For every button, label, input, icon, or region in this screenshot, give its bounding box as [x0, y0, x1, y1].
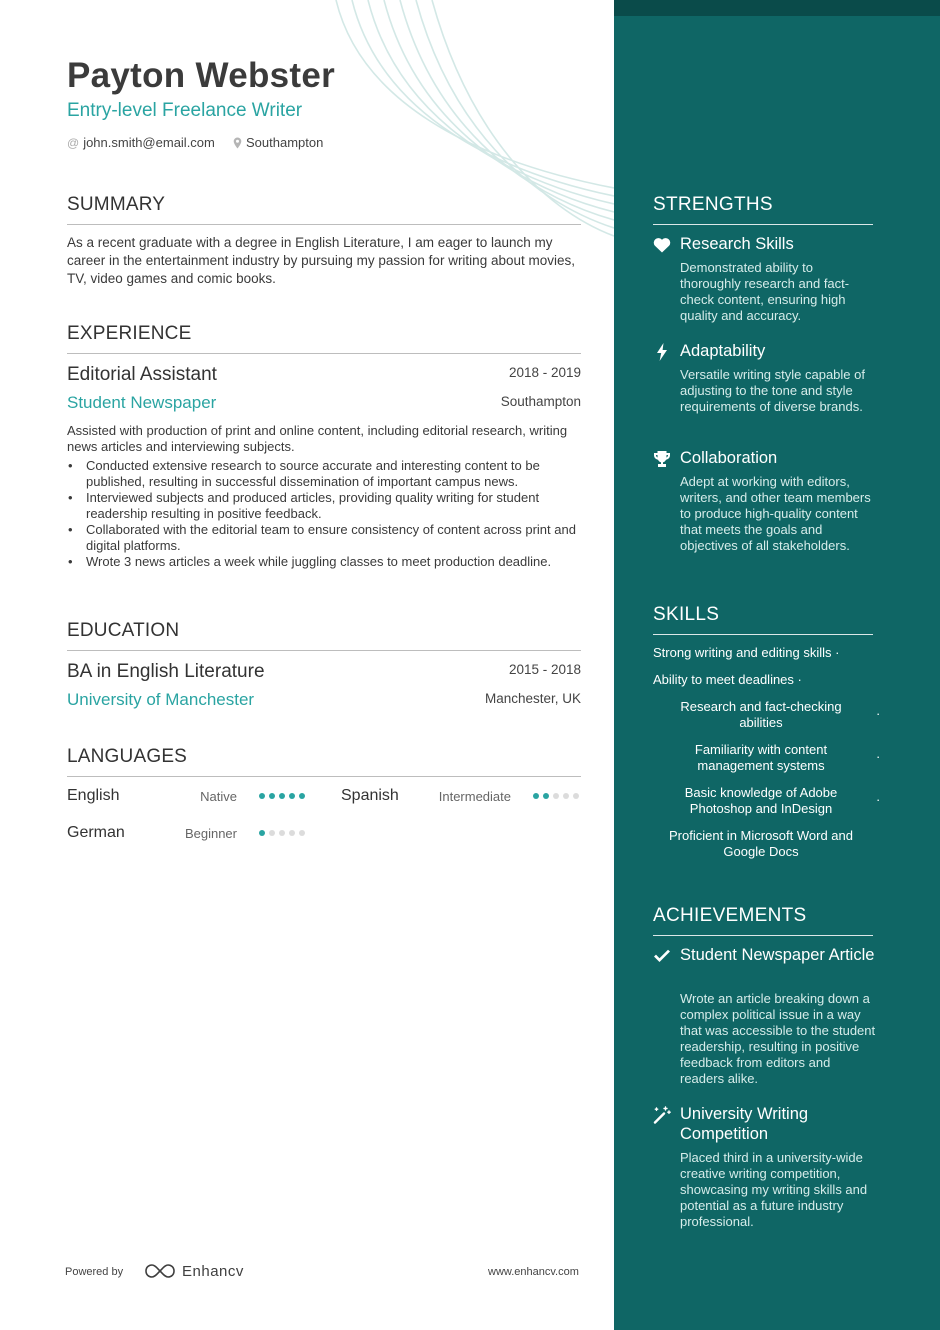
bullet-item: • Collaborated with the editorial team to ensure consistency of content across print and digital platforms. — [67, 522, 581, 554]
languages-heading: LANGUAGES — [67, 746, 188, 767]
education-divider — [67, 650, 581, 651]
skill-separator: · — [876, 706, 881, 721]
experience-location: Southampton — [500, 394, 581, 409]
skills-heading: SKILLS — [653, 604, 720, 625]
skill-item: Familiarity with content management systems — [694, 742, 828, 773]
achievements-heading: ACHIEVEMENTS — [653, 905, 807, 926]
education-degree: BA in English Literature — [67, 661, 265, 682]
language-rating — [533, 793, 579, 799]
experience-divider — [67, 353, 581, 354]
rating-dot — [279, 830, 285, 836]
experience-bullets — [67, 458, 581, 570]
achievement-text: Wrote an article breaking down a complex political issue in a way that was accessible to the student readership, resulting in positive feedback from editors and readers alike. — [680, 991, 876, 1086]
skill-separator: · — [835, 645, 840, 660]
location-text: Southampton — [246, 135, 324, 150]
candidate-name: Payton Webster — [67, 56, 336, 95]
experience-description: Assisted with production of print and online content, including editorial research, writing news articles and interviewing subjects. — [67, 423, 568, 454]
candidate-title: Entry-level Freelance Writer — [67, 100, 303, 121]
skill-separator: · — [876, 749, 881, 764]
bolt-icon — [653, 343, 671, 361]
language-name: Spanish — [341, 787, 399, 804]
skill-separator: · — [797, 672, 802, 687]
strength-title: Research Skills — [680, 235, 794, 253]
rating-dot — [259, 830, 265, 836]
education-heading: EDUCATION — [67, 620, 180, 641]
skill-item: Basic knowledge of Adobe Photoshop and InDesign — [684, 785, 838, 816]
trophy-icon — [653, 450, 671, 468]
location-pin-icon — [233, 137, 242, 149]
heart-icon — [653, 236, 671, 254]
skill-label: Ability to meet deadlines — [653, 672, 794, 687]
powered-by-label: Powered by — [65, 1266, 124, 1278]
bullet-item: • Interviewed subjects and produced articles, providing quality writing for student readership resulting in positive feedback. — [67, 490, 581, 522]
rating-dot — [279, 793, 285, 799]
strength-text: Versatile writing style capable of adjusting to the tone and style requirements of diverse brands. — [680, 367, 865, 414]
rating-dot — [553, 793, 559, 799]
language-level: Intermediate — [438, 789, 511, 804]
rating-dot — [299, 830, 305, 836]
summary-divider — [67, 224, 581, 225]
skill-item — [653, 645, 839, 661]
decorative-arcs — [0, 0, 614, 260]
strength-title: Collaboration — [680, 449, 778, 467]
summary-text: As a recent graduate with a degree in English Literature, I am eager to launch my career in the entertainment industry by pursuing my passion for writing about movies, TV, video games and comic books. — [67, 235, 575, 286]
skill-item: Research and fact-checking abilities — [680, 699, 842, 730]
language-rating — [259, 793, 305, 799]
achievement-title: University Writing Competition — [680, 1105, 809, 1143]
footer-url[interactable]: www.enhancv.com — [488, 1266, 579, 1278]
experience-dates: 2018 - 2019 — [508, 365, 581, 380]
email-text: john.smith@email.com — [83, 135, 215, 150]
bullet-item: • Conducted extensive research to source accurate and interesting content to be published, resulting in successful dissemination of important campus news. — [67, 458, 581, 490]
education-school: University of Manchester — [67, 690, 255, 709]
magic-wand-icon — [653, 1106, 671, 1124]
rating-dot — [259, 793, 265, 799]
contact-location — [233, 135, 323, 150]
rating-dot — [269, 793, 275, 799]
enhancv-brand-text: Enhancv — [182, 1262, 244, 1280]
language-rating — [259, 830, 305, 836]
arc-3 — [368, 0, 614, 204]
rating-dot — [269, 830, 275, 836]
skill-label: Strong writing and editing skills — [653, 645, 832, 660]
achievement-text: Placed third in a university-wide creative writing competition, showcasing my writing skills and potential as a future industry professional. — [680, 1150, 868, 1229]
education-location: Manchester, UK — [484, 691, 581, 706]
rating-dot — [289, 793, 295, 799]
experience-role: Editorial Assistant — [67, 364, 217, 385]
at-icon: @ — [67, 135, 80, 150]
skill-item: Proficient in Microsoft Word and Google Docs — [669, 828, 853, 859]
arc-6 — [416, 0, 614, 228]
sidebar-top-band — [614, 0, 940, 16]
rating-dot — [289, 830, 295, 836]
language-level: Native — [200, 789, 237, 804]
language-name: English — [67, 787, 120, 804]
rating-dot — [533, 793, 539, 799]
enhancv-logo[interactable] — [144, 1262, 244, 1280]
contact-email[interactable] — [67, 135, 215, 150]
experience-heading: EXPERIENCE — [67, 323, 192, 344]
strengths-divider — [653, 224, 873, 225]
language-level: Beginner — [184, 826, 237, 841]
arc-2 — [352, 0, 614, 196]
rating-dot — [299, 793, 305, 799]
education-dates: 2015 - 2018 — [508, 662, 581, 677]
check-icon — [653, 947, 671, 965]
language-name: German — [67, 824, 125, 841]
summary-heading: SUMMARY — [67, 194, 166, 215]
languages-divider — [67, 776, 581, 777]
rating-dot — [573, 793, 579, 799]
experience-company: Student Newspaper — [67, 393, 217, 412]
skills-divider — [653, 634, 873, 635]
arc-5 — [400, 0, 614, 220]
strengths-heading: STRENGTHS — [653, 194, 773, 215]
rating-dot — [543, 793, 549, 799]
rating-dot — [563, 793, 569, 799]
strength-text: Adept at working with editors, writers, and other team members to produce high-quality content that meets the goals and objectives of all stakeholders. — [680, 474, 871, 553]
achievement-title: Student Newspaper Article — [680, 946, 875, 964]
achievements-divider — [653, 935, 873, 936]
strength-text: Demonstrated ability to thoroughly research and fact-check content, ensuring high quality and accuracy. — [680, 260, 850, 323]
strength-title: Adaptability — [680, 342, 766, 360]
skill-separator: · — [876, 792, 881, 807]
bullet-item: • Wrote 3 news articles a week while juggling classes to meet production deadline. — [67, 554, 581, 570]
enhancv-logo-icon — [144, 1262, 176, 1280]
skill-item — [653, 672, 802, 688]
